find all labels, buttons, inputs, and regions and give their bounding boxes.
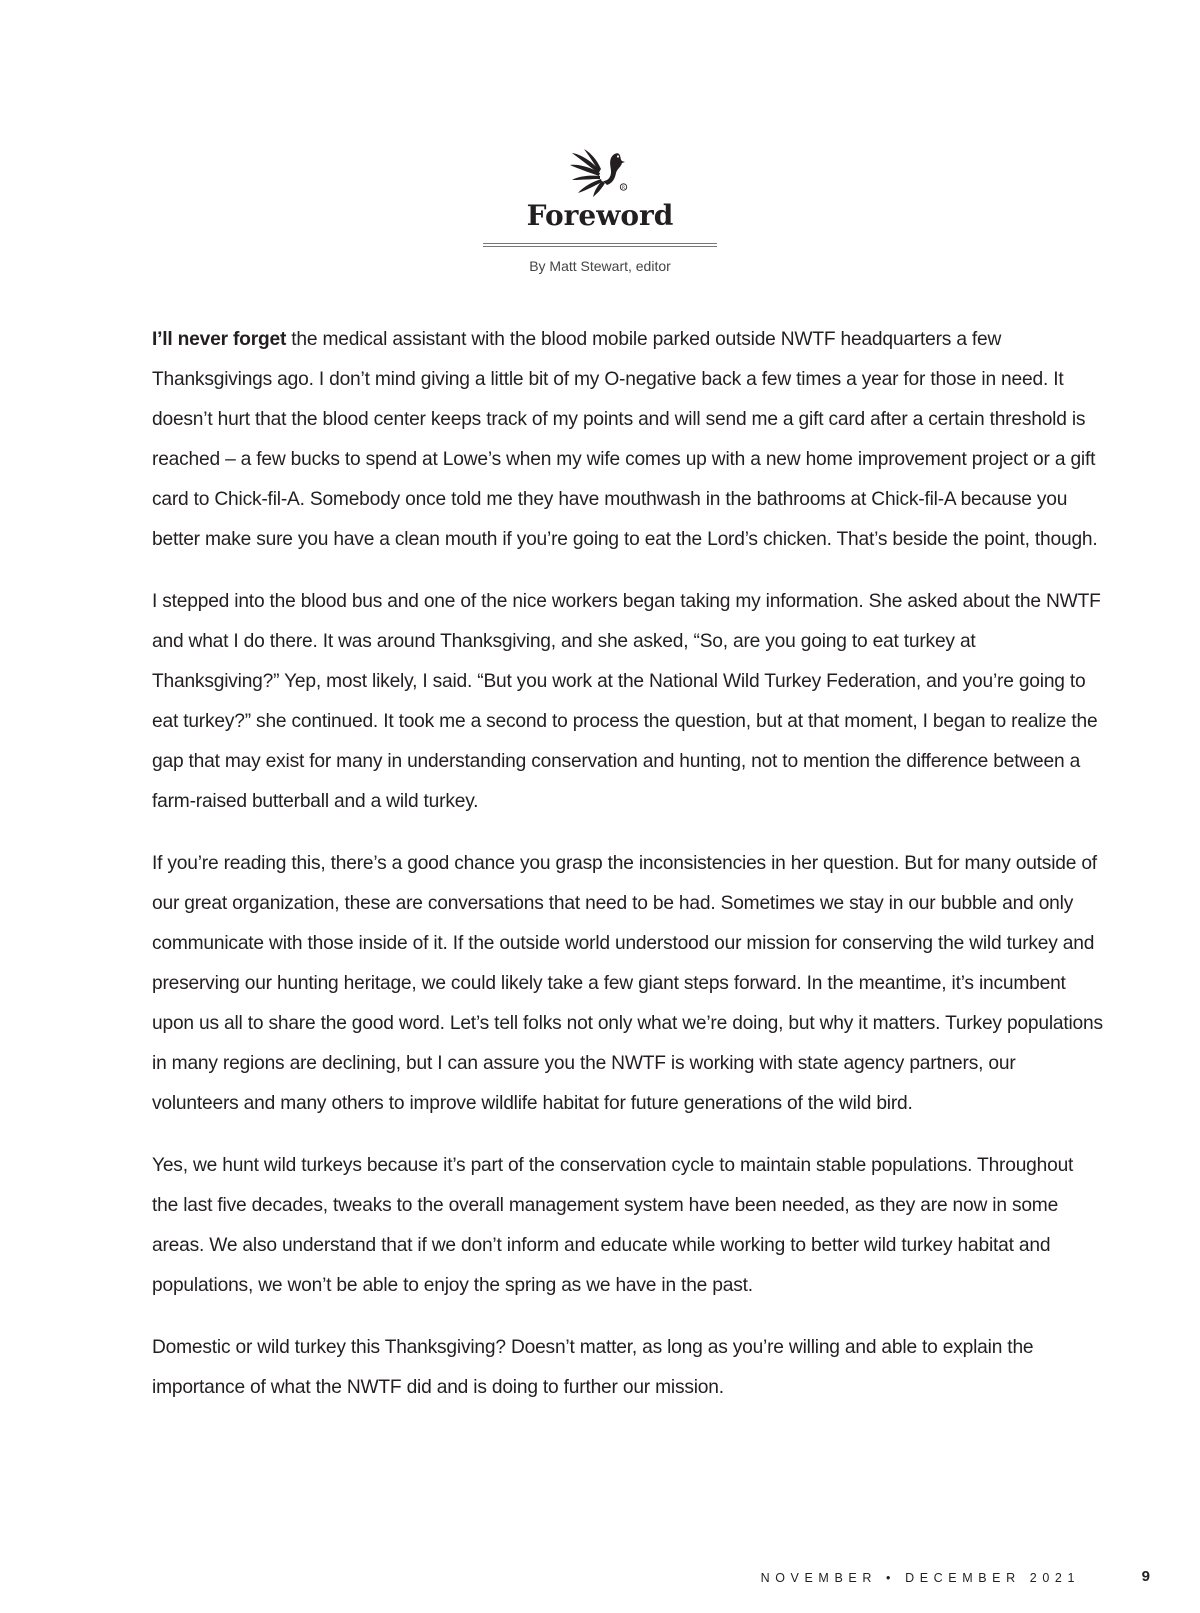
article-paragraph: Yes, we hunt wild turkeys because it’s part of the conservation cycle to maintain stable populations. Throughout the last five decades, tweaks to the overall management system have been needed, as they are now in some areas. We also understand that if we don’t inform and educate while working to better wild turkey habitat and populations, we won’t be able to enjoy the spring as we have in the past.: [152, 1155, 1074, 1296]
lead-in: I’ll never forget: [152, 329, 287, 350]
turkey-fan-logo-icon: [570, 145, 630, 197]
page-title: Foreword: [526, 199, 674, 232]
article-paragraph: If you’re reading this, there’s a good chance you grasp the inconsistencies in her question. But for many outside of our great organization, these are conversations that need to be had. Sometimes we stay in our bubble and only communicate with those inside of it. If the outside world understood our mission for conserving the wild turkey and preserving our hunting heritage, we could likely take a few giant steps forward. In the meantime, it’s incumbent upon us all to share the good word. Let’s tell folks not only what we’re doing, but why it matters. Turkey populations in many regions are declining, but I can assure you the NWTF is working with state agency partners, our volunteers and many others to improve wildlife habitat for future generations of the wild bird.: [152, 853, 1103, 1114]
article-paragraph: Domestic or wild turkey this Thanksgiving? Doesn’t matter, as long as you’re willing and able to explain the importance of what the NWTF did and is doing to further our mission.: [152, 1337, 1034, 1398]
issue-date: NOVEMBER • DECEMBER 2021: [760, 1571, 1080, 1585]
byline: By Matt Stewart, editor: [529, 258, 671, 274]
svg-text:R: R: [621, 186, 626, 191]
article-paragraph: I stepped into the blood bus and one of the nice workers began taking my information. She asked about the NWTF and what I do there. It was around Thanksgiving, and she asked, “So, are you going to eat turkey at Thanksgiving?” Yep, most likely, I said. “But you work at the National Wild Turkey Federation, and you’re going to eat turkey?” she continued. It took me a second to process the question, but at that moment, I began to realize the gap that may exist for many in understanding conservation and hunting, not to mention the difference between a farm-raised butterball and a wild turkey.: [152, 591, 1101, 812]
page-footer: [0, 1568, 1200, 1588]
foreword-header: [0, 145, 1200, 275]
paragraph-text: the medical assistant with the blood mobile parked outside NWTF headquarters a few Thanksgivings ago. I don’t mind giving a little bit of my O-negative back a few times a year for those in need. It doesn’t hurt that the blood center keeps track of my points and will send me a gift card after a certain threshold is reached – a few bucks to spend at Lowe’s when my wife comes up with a new home improvement project or a gift card to Chick-fil-A. Somebody once told me they have mouthwash in the bathrooms at Chick-fil-A because you better make sure you have a clean mouth if you’re going to eat the Lord’s chicken. That’s beside the point, though.: [152, 329, 1098, 550]
title-divider: [483, 243, 717, 247]
article-paragraph: [152, 320, 1104, 560]
article-body: [152, 320, 1104, 1430]
page-number: 9: [1141, 1568, 1150, 1585]
